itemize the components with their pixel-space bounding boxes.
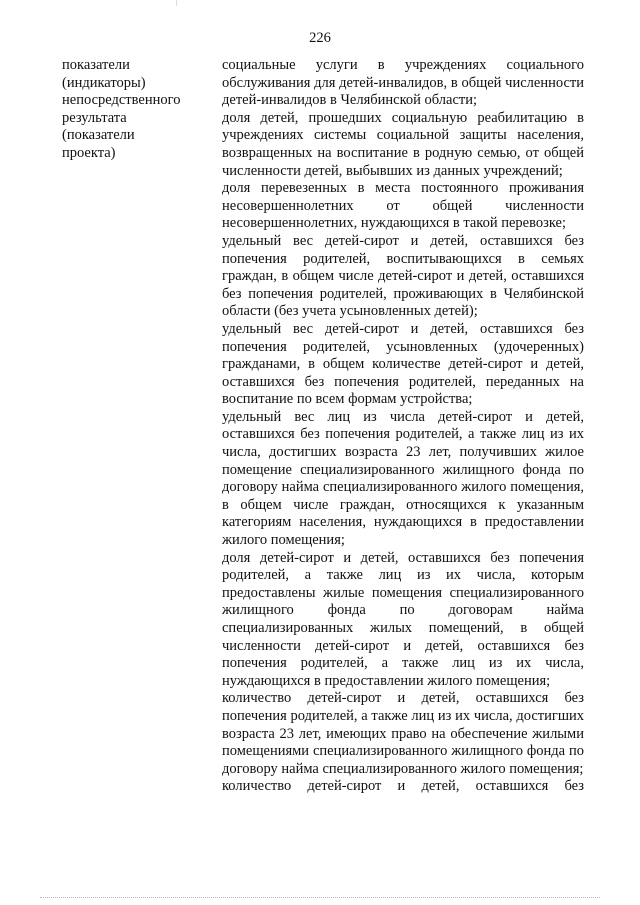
indicator-item: удельный вес лиц из числа детей-сирот и детей, оставшихся без попечения родителей, а также лиц из их числа, достигших возраста 23 лет, получивших жилое помещение специализированного жилищного фонда по договору найма специализированного жилого помещения, в общем числе граждан, относящихся к указанным категориям населения, нуждающихся в предоставлении жилого помещения; <box>222 408 584 549</box>
section-label-line: проекта) <box>62 144 116 161</box>
section-label-line: результата <box>62 109 127 126</box>
indicator-item: социальные услуги в учреждениях социального обслуживания для детей-инвалидов, в общей численности детей-инвалидов в Челябинской области; <box>222 57 584 109</box>
section-label-line: (индикаторы) <box>62 74 146 91</box>
indicator-item: доля детей, прошедших социальную реабилитацию в учреждениях системы социальной защиты населения, возвращенных на воспитание в родную семью, от общей численности детей, выбывших из данных учреждений; <box>222 109 584 179</box>
page-number: 226 <box>309 30 331 46</box>
indicator-item: количество детей-сирот и детей, оставшихся без попечения родителей, а также лиц из их числа, достигших возраста 23 лет, имеющих право на обеспечение жилыми помещениями специализированного жилищного фонда по договору найма специализированного жилого помещения; <box>222 690 584 777</box>
scan-mark <box>176 0 177 6</box>
section-label <box>62 57 200 163</box>
indicator-item: удельный вес детей-сирот и детей, оставшихся без попечения родителей, усыновленных (удочеренных) гражданами, в общем количестве детей-сирот и детей, оставшихся без попечения родителей, переданных на воспитание по всем формам устройства; <box>222 320 584 408</box>
page-bottom-edge <box>40 897 600 898</box>
section-label-line: показатели <box>62 57 130 73</box>
indicator-item: доля детей-сирот и детей, оставшихся без попечения родителей, а также лиц из их числа, которым предоставлены жилые помещения специализированного жилищного фонда по договорам найма специализированных жилых помещений, в общей численности детей-сирот и детей, оставшихся без попечения родителей, а также лиц из их числа, нуждающихся в предоставлении жилого помещения; <box>222 549 584 689</box>
section-label-line: (показатели <box>62 127 135 144</box>
indicators-list <box>222 57 584 796</box>
indicator-item: количество детей-сирот и детей, оставшихся без <box>222 778 584 795</box>
indicator-item: доля перевезенных в места постоянного проживания несовершеннолетних от общей численности несовершеннолетних, нуждающихся в такой перевозке; <box>222 180 584 232</box>
section-label-line: непосредственного <box>62 92 181 109</box>
indicator-item: удельный вес детей-сирот и детей, оставшихся без попечения родителей, воспитывающихся в семьях граждан, в общем числе детей-сирот и детей, оставшихся без попечения родителей, проживающих в Челябинской области (без учета усыновленных детей); <box>222 232 584 320</box>
